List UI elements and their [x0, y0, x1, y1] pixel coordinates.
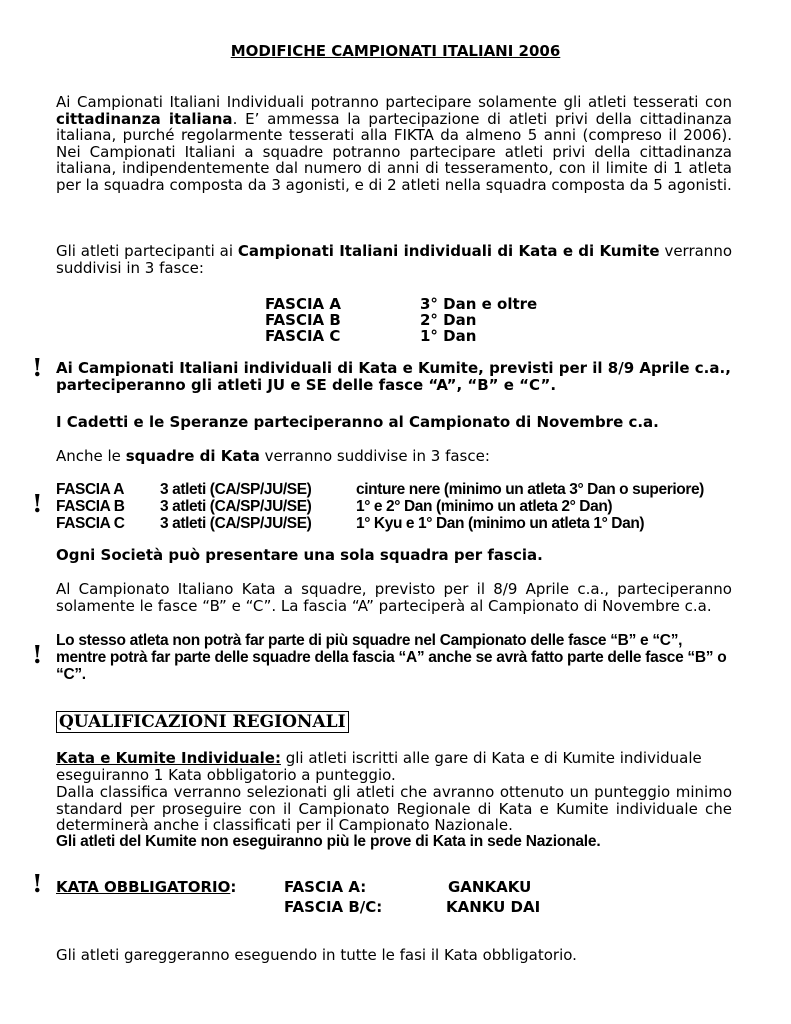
kata-kumite-text: gli atleti iscritti alle gare di Kata e di Kumite individuale eseguiranno 1 Kata obbligatorio a punteggio.	[56, 749, 702, 784]
una-squadra-note: Ogni Società può presentare una sola squadra per fascia.	[56, 546, 543, 564]
kata-obbligatorio-label	[56, 878, 236, 896]
partecipanti-paragraph	[56, 243, 732, 276]
kata-obbligatorio-colon: :	[230, 878, 237, 896]
fascia-label: FASCIA A	[265, 295, 341, 313]
closing-paragraph: Gli atleti gareggeranno eseguendo in tutte le fasi il Kata obbligatorio.	[56, 946, 577, 964]
fascia-label: FASCIA C	[265, 327, 341, 345]
classifica-paragraph: Dalla classifica verranno selezionati gli atleti che avranno ottenuto un punteggio minimo standard per proseguire con il Campionato Regionale di Kata e Kumite individuale che determinerà anche i classificati per il Campionato Nazionale.	[56, 783, 732, 834]
stesso-atleta-note: Lo stesso atleta non potrà far parte di più squadre nel Campionato delle fasce “B” e “C”, mentre potrà far parte delle squadre della fascia “A” anche se avrà fatto parte delle fasce “B” o “C”.	[56, 632, 727, 683]
intro-bold-citizenship: cittadinanza italiana	[56, 109, 233, 128]
kata-fascia-label: FASCIA B/C:	[284, 898, 383, 916]
squadra-athletes: 3 atleti (CA/SP/JU/SE)	[160, 481, 312, 498]
campionato-squadre-paragraph: Al Campionato Italiano Kata a squadre, previsto per il 8/9 Aprile c.a., parteciperanno solamente le fasce “B” e “C”. La fascia “A” parteciperà al Campionato di Novembre c.a.	[56, 580, 732, 615]
exclamation-marker-3: !	[32, 640, 43, 669]
partecipanti-suffix: verranno suddivisi in 3 fasce:	[56, 242, 733, 277]
exclamation-marker-4: !	[32, 869, 43, 898]
partecipanti-bold: Campionati Italiani individuali di Kata e di Kumite	[237, 242, 660, 260]
squadra-fascia-label: FASCIA C	[56, 515, 125, 532]
aprile-note: Ai Campionati Italiani individuali di Kata e Kumite, previsti per il 8/9 Aprile c.a., parteciperanno gli atleti JU e SE delle fasce “A”, “B” e “C”.	[56, 359, 731, 394]
fascia-row	[265, 327, 476, 345]
kumite-note: Gli atleti del Kumite non eseguiranno più le prove di Kata in sede Nazionale.	[56, 833, 601, 850]
qualificazioni-heading	[56, 712, 349, 732]
squadre-bold: squadre di Kata	[125, 447, 260, 465]
squadra-athletes: 3 atleti (CA/SP/JU/SE)	[160, 515, 312, 532]
kata-name: GANKAKU	[448, 878, 532, 896]
squadra-fascia-row	[56, 515, 644, 533]
fascia-label: FASCIA B	[265, 311, 341, 329]
squadra-athletes: 3 atleti (CA/SP/JU/SE)	[160, 498, 312, 515]
kata-fascia-label: FASCIA A:	[284, 878, 367, 896]
squadra-fascia-row	[56, 498, 612, 516]
squadra-fascia-label: FASCIA A	[56, 481, 124, 498]
page-title: MODIFICHE CAMPIONATI ITALIANI 2006	[230, 42, 561, 60]
squadre-intro	[56, 448, 732, 465]
cadetti-note: I Cadetti e le Speranze parteciperanno al Campionato di Novembre c.a.	[56, 413, 659, 431]
fascia-value: 3° Dan e oltre	[420, 295, 538, 313]
kata-name: KANKU DAI	[446, 898, 541, 916]
fascia-value: 2° Dan	[420, 311, 477, 329]
squadre-prefix: Anche le	[56, 447, 126, 465]
exclamation-marker-1: !	[32, 353, 43, 382]
intro-text-rest: . E’ ammessa la partecipazione di atleti privi della cittadinanza italiana, purché regolarmente tesserati alla FIKTA da almeno 5 anni (compreso il 2006). Nei Campionati Italiani a squadre potranno partecipare atleti privi della cittadinanza italiana, indipendentemente dal numero di anni di tesseramento, con il limite di 1 atleta per la squadra composta da 3 agonisti, e di 2 atleti nella squadra composta da 5 agonisti.	[56, 109, 732, 194]
squadra-desc: 1° Kyu e 1° Dan (minimo un atleta 1° Dan)	[356, 515, 645, 532]
squadra-desc: cinture nere (minimo un atleta 3° Dan o superiore)	[356, 481, 704, 498]
exclamation-marker-2: !	[32, 489, 43, 518]
intro-text: Ai Campionati Italiani Individuali potranno partecipare solamente gli atleti tesserati con	[56, 93, 732, 111]
kata-kumite-paragraph	[56, 750, 732, 783]
partecipanti-prefix: Gli atleti partecipanti ai	[56, 242, 238, 260]
qualificazioni-heading-text: QUALIFICAZIONI REGIONALI	[56, 711, 349, 733]
kata-kumite-label: Kata e Kumite Individuale:	[56, 749, 281, 767]
intro-paragraph	[56, 94, 732, 193]
fascia-value: 1° Dan	[420, 327, 477, 345]
squadre-suffix: verranno suddivise in 3 fasce:	[259, 447, 490, 465]
squadra-fascia-row	[56, 481, 704, 499]
kata-obbligatorio-label-text: KATA OBBLIGATORIO	[56, 878, 231, 896]
squadra-desc: 1° e 2° Dan (minimo un atleta 2° Dan)	[356, 498, 613, 515]
squadra-fascia-label: FASCIA B	[56, 498, 125, 515]
